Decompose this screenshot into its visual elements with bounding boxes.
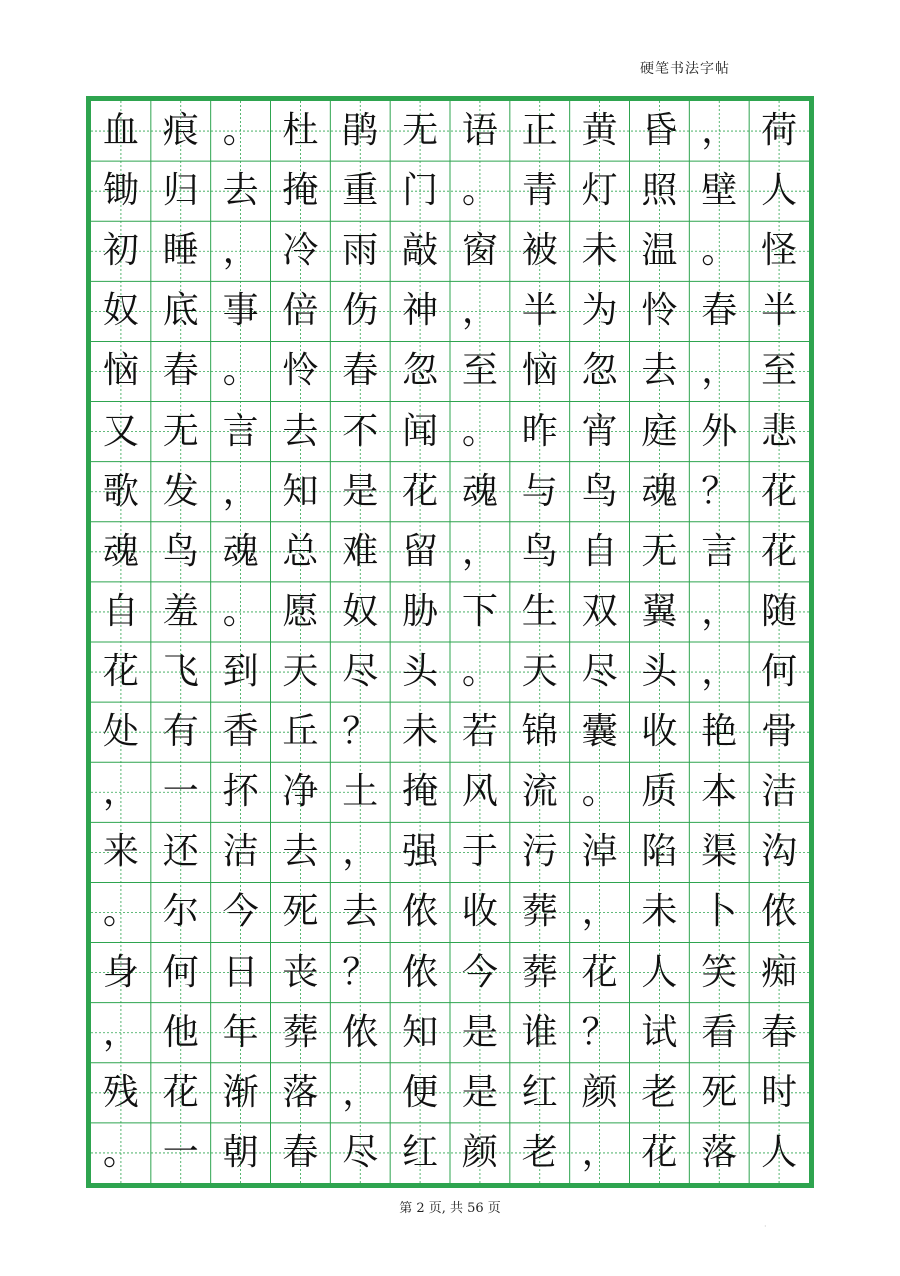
grid-cell: 自 [102,590,139,632]
grid-cell: 知 [402,1011,439,1053]
grid-cell: 渠 [701,831,738,873]
grid-cell: 言 [701,530,738,572]
grid-cell: 奴 [342,590,379,632]
grid-cell: 今 [461,951,498,993]
grid-cell: 为 [581,290,618,332]
grid-cell: 尔 [162,891,199,933]
grid-cell: ， [701,590,738,632]
grid-cell: 温 [641,230,678,272]
grid-cell: 身 [102,951,139,993]
grid-cell: 血 [102,110,139,152]
grid-cell: 抔 [222,771,259,813]
grid-cell: 照 [641,170,678,212]
grid-cell: 双 [581,590,618,632]
grid-cell: 去 [282,410,319,452]
grid-cell: 质 [641,771,678,813]
grid-cell: ？ [701,470,738,512]
grid-cell: 冷 [282,230,319,272]
grid-cell: 魂 [461,470,498,512]
grid-cell: 总 [282,530,319,572]
grid-cell: 年 [222,1011,259,1053]
grid-cell: 生 [521,590,558,632]
grid-cell: 忽 [581,350,618,392]
grid-cell: 与 [521,470,558,512]
grid-cell: 底 [162,290,199,332]
grid-cell: 不 [342,410,379,452]
grid-cell: 鸟 [162,530,199,572]
grid-cell: 尽 [581,651,618,693]
grid-cell: 初 [102,230,139,272]
grid-cell: ， [701,350,738,392]
grid-cell: 事 [222,290,259,332]
grid-cell: 收 [461,891,498,933]
grid-cell: 锄 [102,170,139,212]
grid-cell: 何 [761,651,798,693]
grid-cell: 鸟 [581,470,618,512]
grid-cell: 未 [581,230,618,272]
grid-cell: 去 [222,170,259,212]
grid-cell: 言 [222,410,259,452]
grid-cell: 风 [461,771,498,813]
grid-cell: 朝 [222,1131,259,1173]
grid-cell: 去 [282,831,319,873]
grid-cell: 壁 [701,170,738,212]
grid-cell: 重 [342,170,379,212]
grid-cell: 半 [521,290,558,332]
grid-cell: 未 [641,891,678,933]
grid-cell: 葬 [521,951,558,993]
grid-cell: 怜 [282,350,319,392]
grid-cell: 。 [102,891,139,933]
grid-cell: 飞 [162,651,199,693]
grid-cell: 本 [701,771,738,813]
grid-cell: 尽 [342,651,379,693]
grid-cell: 春 [761,1011,798,1053]
grid-cell: 残 [102,1071,139,1113]
grid-cell: 半 [761,290,798,332]
grid-cell: 青 [521,170,558,212]
character-grid [91,101,809,1183]
grid-cell: 窗 [461,230,498,272]
grid-cell: 翼 [641,590,678,632]
grid-cell: 下 [461,590,498,632]
grid-cell: 卜 [701,891,738,933]
grid-cell: 。 [701,230,738,272]
grid-cell: 洁 [761,771,798,813]
grid-cell: 落 [282,1071,319,1113]
grid-cell: 人 [641,951,678,993]
grid-cell: 天 [521,651,558,693]
grid-cell: 何 [162,951,199,993]
grid-cell: 归 [162,170,199,212]
grid-cell: 试 [641,1011,678,1053]
grid-cell: 陷 [641,831,678,873]
grid-cell: 睡 [162,230,199,272]
grid-cell: ， [342,831,379,873]
grid-cell: 至 [761,350,798,392]
grid-cell: 骨 [761,711,798,753]
grid-cell: ， [222,230,259,272]
grid-cell: 花 [102,651,139,693]
grid-cell: 门 [402,170,439,212]
header-title: 硬笔书法字帖 [640,61,730,77]
grid-cell: 恼 [521,350,558,392]
grid-cell: 花 [641,1131,678,1173]
grid-cell: 奴 [102,290,139,332]
grid-cell: 便 [402,1071,439,1113]
grid-cell: 侬 [402,951,439,993]
grid-cell: 红 [402,1131,439,1173]
grid-cell: 歌 [102,470,139,512]
grid-cell: 。 [222,110,259,152]
grid-cell: 死 [282,891,319,933]
grid-cell: 净 [282,771,319,813]
grid-cell: 头 [402,651,439,693]
grid-cell: 鹃 [342,110,379,152]
grid-cell: ？ [342,711,379,753]
grid-cell: 愿 [282,590,319,632]
grid-cell: 至 [461,350,498,392]
grid-cell: 忽 [402,350,439,392]
grid-cell: 掩 [282,170,319,212]
grid-cell: 时 [761,1071,798,1113]
grid-cell: 昨 [521,410,558,452]
grid-cell: 无 [402,110,439,152]
grid-cell: 雨 [342,230,379,272]
grid-cell: 未 [402,711,439,753]
grid-cell: 知 [282,470,319,512]
grid-cell: 红 [521,1071,558,1113]
grid-cell: 闻 [402,410,439,452]
grid-cell: 。 [222,590,259,632]
grid-cell: ， [461,290,498,332]
grid-cell: ， [701,110,738,152]
grid-cell: 倍 [282,290,319,332]
grid-cell: 沟 [761,831,798,873]
grid-cell: 一 [162,771,199,813]
grid-cell: ， [701,651,738,693]
grid-cell: 处 [102,711,139,753]
grid-cell: 是 [342,470,379,512]
grid-cell: 花 [402,470,439,512]
grid-cell: 侬 [761,891,798,933]
grid-cell: ， [102,771,139,813]
grid-cell: 强 [402,831,439,873]
grid-cell: 。 [461,410,498,452]
grid-cell: 胁 [402,590,439,632]
corner-mark: · [764,1222,767,1231]
grid-cell: 怪 [761,230,798,272]
grid-cell: ， [102,1011,139,1053]
grid-cell: 天 [282,651,319,693]
grid-cell: 春 [342,350,379,392]
grid-cell: 魂 [102,530,139,572]
grid-cell: 还 [162,831,199,873]
grid-cell: 污 [521,831,558,873]
grid-cell: 若 [461,711,498,753]
grid-cell: 去 [641,350,678,392]
grid-cell: 淖 [581,831,618,873]
grid-cell: 悲 [761,410,798,452]
grid-cell: ， [581,1131,618,1173]
grid-cell: 恼 [102,350,139,392]
grid-cell: 人 [761,1131,798,1173]
grid-cell: 。 [222,350,259,392]
grid-cell: 到 [222,651,259,693]
grid-cell: 昏 [641,110,678,152]
grid-cell: 痴 [761,951,798,993]
grid-cell: 花 [761,470,798,512]
grid-cell: 人 [761,170,798,212]
grid-cell: 丧 [282,951,319,993]
grid-cell: 葬 [282,1011,319,1053]
grid-cell: 一 [162,1131,199,1173]
grid-cell: 语 [461,110,498,152]
grid-cell: 又 [102,410,139,452]
grid-cell: 正 [521,110,558,152]
grid-cell: 杜 [282,110,319,152]
grid-cell: 老 [521,1131,558,1173]
copybook-grid [86,96,814,1188]
grid-cell: 春 [162,350,199,392]
grid-cell: 怜 [641,290,678,332]
grid-cell: 今 [222,891,259,933]
grid-cell: 流 [521,771,558,813]
grid-cell: 于 [461,831,498,873]
grid-cell: 。 [461,651,498,693]
grid-cell: 囊 [581,711,618,753]
grid-cell: ， [222,470,259,512]
grid-cell: 锦 [521,711,558,753]
grid-cell: 有 [162,711,199,753]
grid-cell: 外 [701,410,738,452]
grid-cell: 笑 [701,951,738,993]
grid-cell: 落 [701,1131,738,1173]
grid-cell: 。 [461,170,498,212]
grid-cell: 自 [581,530,618,572]
grid-cell: ， [461,530,498,572]
grid-cell: 。 [581,771,618,813]
grid-cell: 黄 [581,110,618,152]
grid-cell: 无 [641,530,678,572]
grid-cell: 颜 [461,1131,498,1173]
grid-cell: 春 [701,290,738,332]
grid-cell: 葬 [521,891,558,933]
grid-cell: 随 [761,590,798,632]
grid-cell: 痕 [162,110,199,152]
grid-cell: 庭 [641,410,678,452]
grid-cell: 头 [641,651,678,693]
grid-cell: ？ [581,1011,618,1053]
grid-cell: 羞 [162,590,199,632]
grid-cell: 艳 [701,711,738,753]
grid-cell: 。 [102,1131,139,1173]
grid-cell: ？ [342,951,379,993]
grid-cell: 魂 [222,530,259,572]
page-number: 第 2 页, 共 56 页 [399,1201,501,1216]
grid-cell: 收 [641,711,678,753]
grid-cell: 侬 [402,891,439,933]
grid-cell: 渐 [222,1071,259,1113]
grid-cell: ， [581,891,618,933]
grid-cell: 无 [162,410,199,452]
grid-cell: 来 [102,831,139,873]
grid-cell: 神 [402,290,439,332]
grid-cell: 宵 [581,410,618,452]
grid-cell: 花 [581,951,618,993]
grid-cell: 侬 [342,1011,379,1053]
grid-cell: 死 [701,1071,738,1113]
grid-cell: 发 [162,470,199,512]
grid-cell: 去 [342,891,379,933]
grid-cell: 春 [282,1131,319,1173]
grid-cell: 灯 [581,170,618,212]
grid-cell: 老 [641,1071,678,1113]
grid-cell: 洁 [222,831,259,873]
grid-cell: 花 [162,1071,199,1113]
grid-cell: 颜 [581,1071,618,1113]
grid-cell: 伤 [342,290,379,332]
grid-cell: 鸟 [521,530,558,572]
grid-cell: 被 [521,230,558,272]
grid-cell: ， [342,1071,379,1113]
grid-cell: 难 [342,530,379,572]
grid-cell: 看 [701,1011,738,1053]
grid-cell: 丘 [282,711,319,753]
grid-cell: 香 [222,711,259,753]
grid-cell: 魂 [641,470,678,512]
grid-cell: 谁 [521,1011,558,1053]
grid-cell: 是 [461,1011,498,1053]
grid-cell: 留 [402,530,439,572]
grid-cell: 荷 [761,110,798,152]
grid-cell: 掩 [402,771,439,813]
grid-cell: 日 [222,951,259,993]
grid-cell: 是 [461,1071,498,1113]
grid-cell: 尽 [342,1131,379,1173]
grid-cell: 敲 [402,230,439,272]
grid-cell: 土 [342,771,379,813]
grid-cell: 他 [162,1011,199,1053]
grid-cell: 花 [761,530,798,572]
